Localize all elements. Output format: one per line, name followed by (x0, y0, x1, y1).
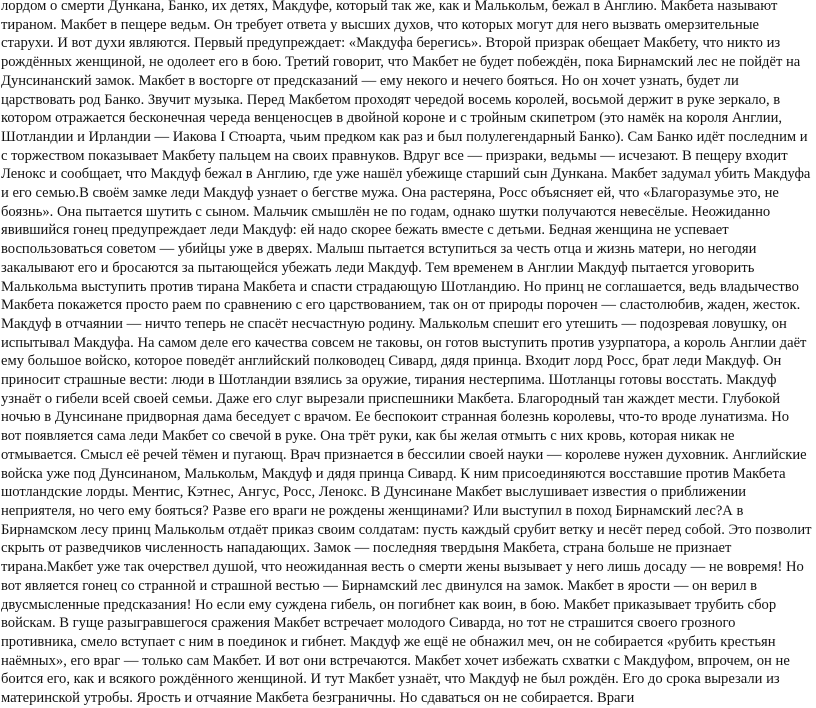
body-text: лордом о смерти Дункана, Банко, их детях, Макдуфе, который так же, как и Малькольм, бежал в Англию. Макбета называют тираном. Макбет в пещере ведьм. Он требует ответа у высших духов, что которых могут для него вызвать омерзительные старухи. И вот духи являются. Первый предупреждает: «Макдуфа берегись». Второй призрак обещает Макбету, что никто из рождённых женщиной, не одолеет его в бою. Третий говорит, что Макбет не будет побеждён, пока Бирнамский лес не пойдёт на Дунсинанский замок. Макбет в восторге от предсказаний — ему некого и нечего бояться. Но он хочет узнать, будет ли царствовать род Банко. Звучит музыка. Перед Макбетом проходят чередой восемь королей, восьмой держит в руке зеркало, в котором отражается бесконечная череда венценосцев в двойной короне и с тройным скипетром (это намёк на короля Англии, Шотландии и Ирландии — Иакова I Стюарта, чьим предком как раз и был полулегендарный Банко). Сам Банко идёт последним и с торжеством показывает Макбету пальцем на своих правнуков. Вдруг все — призраки, ведьмы — исчезают. В пещеру входит Ленокс и сообщает, что Макдуф бежал в Англию, где уже нашёл убежище старший сын Дункана. Макбет задумал убить Макдуфа и его семью.В своём замке леди Макдуф узнает о бегстве мужа. Она растеряна, Росс объясняет ей, что «Благоразумье это, не боязнь». Она пытается шутить с сыном. Мальчик смышлён не по годам, однако шутки получаются невесёлые. Неожиданно явившийся гонец предупреждает леди Макдуф: ей надо скорее бежать вместе с детьми. Бедная женщина не успевает воспользоваться советом — убийцы уже в дверях. Малыш пытается вступиться за честь отца и жизнь матери, но негодяи закалывают его и бросаются за пытающейся убежать леди Макдуф. Тем временем в Англии Макдуф пытается уговорить Малькольма выступить против тирана Макбета и спасти страдающую Шотландию. Но принц не соглашается, ведь владычество Макбета покажется просто раем по сравнению с его царствованием, так он от природы порочен — сластолюбив, жаден, жесток. Макдуф в отчаянии — ничто теперь не спасёт несчастную родину. Малькольм спешит его утешить — подозревая ловушку, он испытывал Макдуфа. На самом деле его качества совсем не таковы, он готов выступить против узурпатора, а король Англии даёт ему большое войско, которое поведёт английский полководец Сивард, дядя принца. Входит лорд Росс, брат леди Макдуф. Он приносит страшные вести: люди в Шотландии взялись за оружие, тирания нестерпима. Шотланцы готовы восстать. Макдуф узнаёт о гибели всей своей семьи. Даже его слуг вырезали приспешники Макбета. Благородный тан жаждет мести. Глубокой ночью в Дунсинане придворная дама беседует с врачом. Ее беспокоит странная болезнь королевы, что-то вроде лунатизма. Но вот появляется сама леди Макбет со свечой в руке. Она трёт руки, как бы желая отмыть с них кровь, которая никак не отмывается. Смысл её речей тёмен и пугающ. Врач признается в бессилии своей науки — королеве нужен духовник. Английские войска уже под Дунсинаном, Малькольм, Макдуф и дядя принца Сивард. К ним присоединяются восставшие против Макбета шотландские лорды. Ментис, Кэтнес, Ангус, Росс, Ленокс. В Дунсинане Макбет выслушивает известия о приближении неприятеля, но чего ему бояться? Разве его враги не рождены женщинами? Или выступил в поход Бирнамский лес?А в Бирнамском лесу принц Малькольм отдаёт приказ своим солдатам: пусть каждый срубит ветку и несёт перед собой. Это позволит скрыть от разведчиков численность нападающих. Замок — последняя твердыня Макбета, страна больше не признает тирана.Макбет уже так очерствел душой, что неожиданная весть о смерти жены вызывает у него лишь досаду — не вовремя! Но вот является гонец со странной и страшной вестью — Бирнамский лес двинулся на замок. Макбет в ярости — он верил в двусмысленные предсказания! Но если ему суждена гибель, он погибнет как воин, в бою. Макбет приказывает трубить сбор войскам. В гуще разыгравшегося сражения Макбет встречает молодого Сиварда, но тот не страшится своего грозного противника, смело вступает с ним в поединок и гибнет. Макдуф же ещё не обнажил меч, он не собирается «рубить крестьян наёмных», его враг — только сам Макбет. И вот они встречаются. Макбет хочет избежать схватки с Макдуфом, впрочем, он не боится его, как и всякого рождённого женщиной. И тут Макбет узнаёт, что Макдуф не был рождён. Его до срока вырезали из материнской утробы. Ярость и отчаяние Макбета безграничны. Но сдаваться он не собирается. Враги (1, 0, 812, 707)
